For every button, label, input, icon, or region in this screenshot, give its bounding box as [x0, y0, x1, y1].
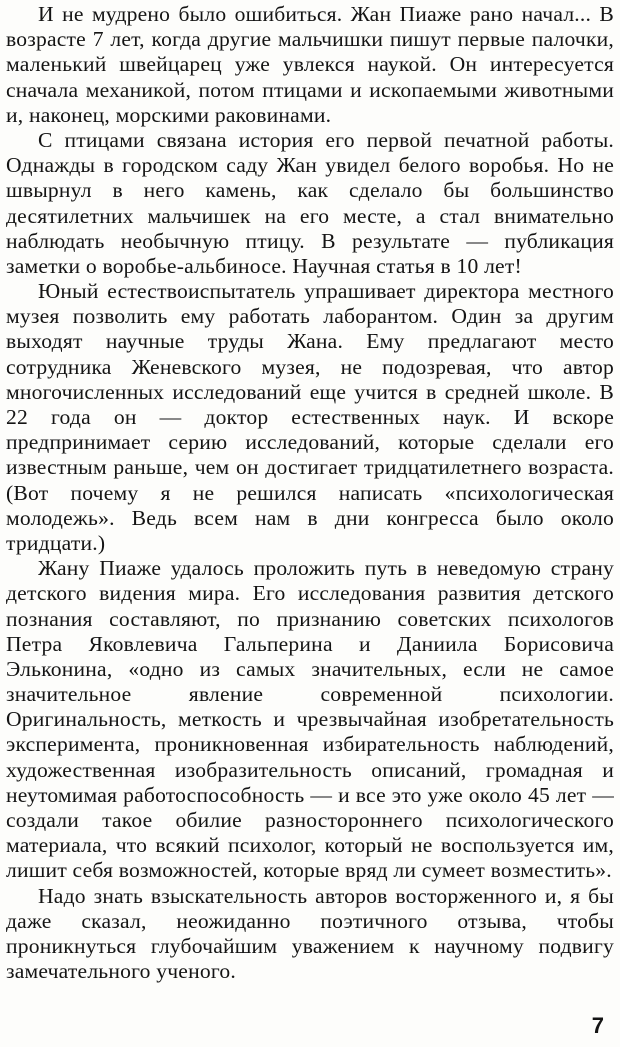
paragraph-3: Юный естествоиспытатель упрашивает директора местного музея позволить ему работать лаборантом. Один за другим выходят научные труды Жана. Ему предлагают место сотрудника Женевского музея, не подозревая, что автор многочисленных исследований еще учится в средней школе. В 22 года он — доктор естественных наук. И вскоре предпринимает серию исследований, которые сделали его известным раньше, чем он достигает тридцатилетнего возраста. (Вот почему я не решился написать «психологическая молодежь». Ведь всем нам в дни конгресса было около тридцати.)	[6, 279, 614, 555]
paragraph-1: И не мудрено было ошибиться. Жан Пиаже рано начал... В возрасте 7 лет, когда другие мальчишки пишут первые палочки, маленький швейцарец уже увлекся наукой. Он интересуется сначала механикой, потом птицами и ископаемыми животными и, наконец, морскими раковинами.	[6, 2, 614, 127]
paragraph-4: Жану Пиаже удалось проложить путь в неведомую страну детского видения мира. Его исследования развития детского познания составляют, по признанию советских психологов Петра Яковлевича Гальперина и Даниила Борисовича Эльконина, «одно из самых значительных, если не самое значительное явление современной психологии. Оригинальность, меткость и чрезвычайная изобретательность эксперимента, проникновенная избирательность наблюдений, художественная изобразительность описаний, громадная и неутомимая работоспособность — и все это уже около 45 лет — создали такое обилие разностороннего психологического материала, что всякий психолог, который не воспользуется им, лишит себя возможностей, которые вряд ли сумеет возместить».	[6, 556, 614, 883]
paragraph-2: С птицами связана история его первой печатной работы. Однажды в городском саду Жан увидел белого воробья. Но не швырнул в него камень, как сделало бы большинство десятилетних мальчишек на его месте, а стал внимательно наблюдать необычную птицу. В результате — публикация заметки о воробье-альбиносе. Научная статья в 10 лет!	[6, 127, 614, 278]
page-number: 7	[591, 1013, 604, 1038]
paragraph-5: Надо знать взыскательность авторов восторженного и, я бы даже сказал, неожиданно поэтичного отзыва, чтобы проникнуться глубочайшим уважением к научному подвигу замечательного ученого.	[6, 883, 614, 984]
body-text	[6, 2, 614, 984]
